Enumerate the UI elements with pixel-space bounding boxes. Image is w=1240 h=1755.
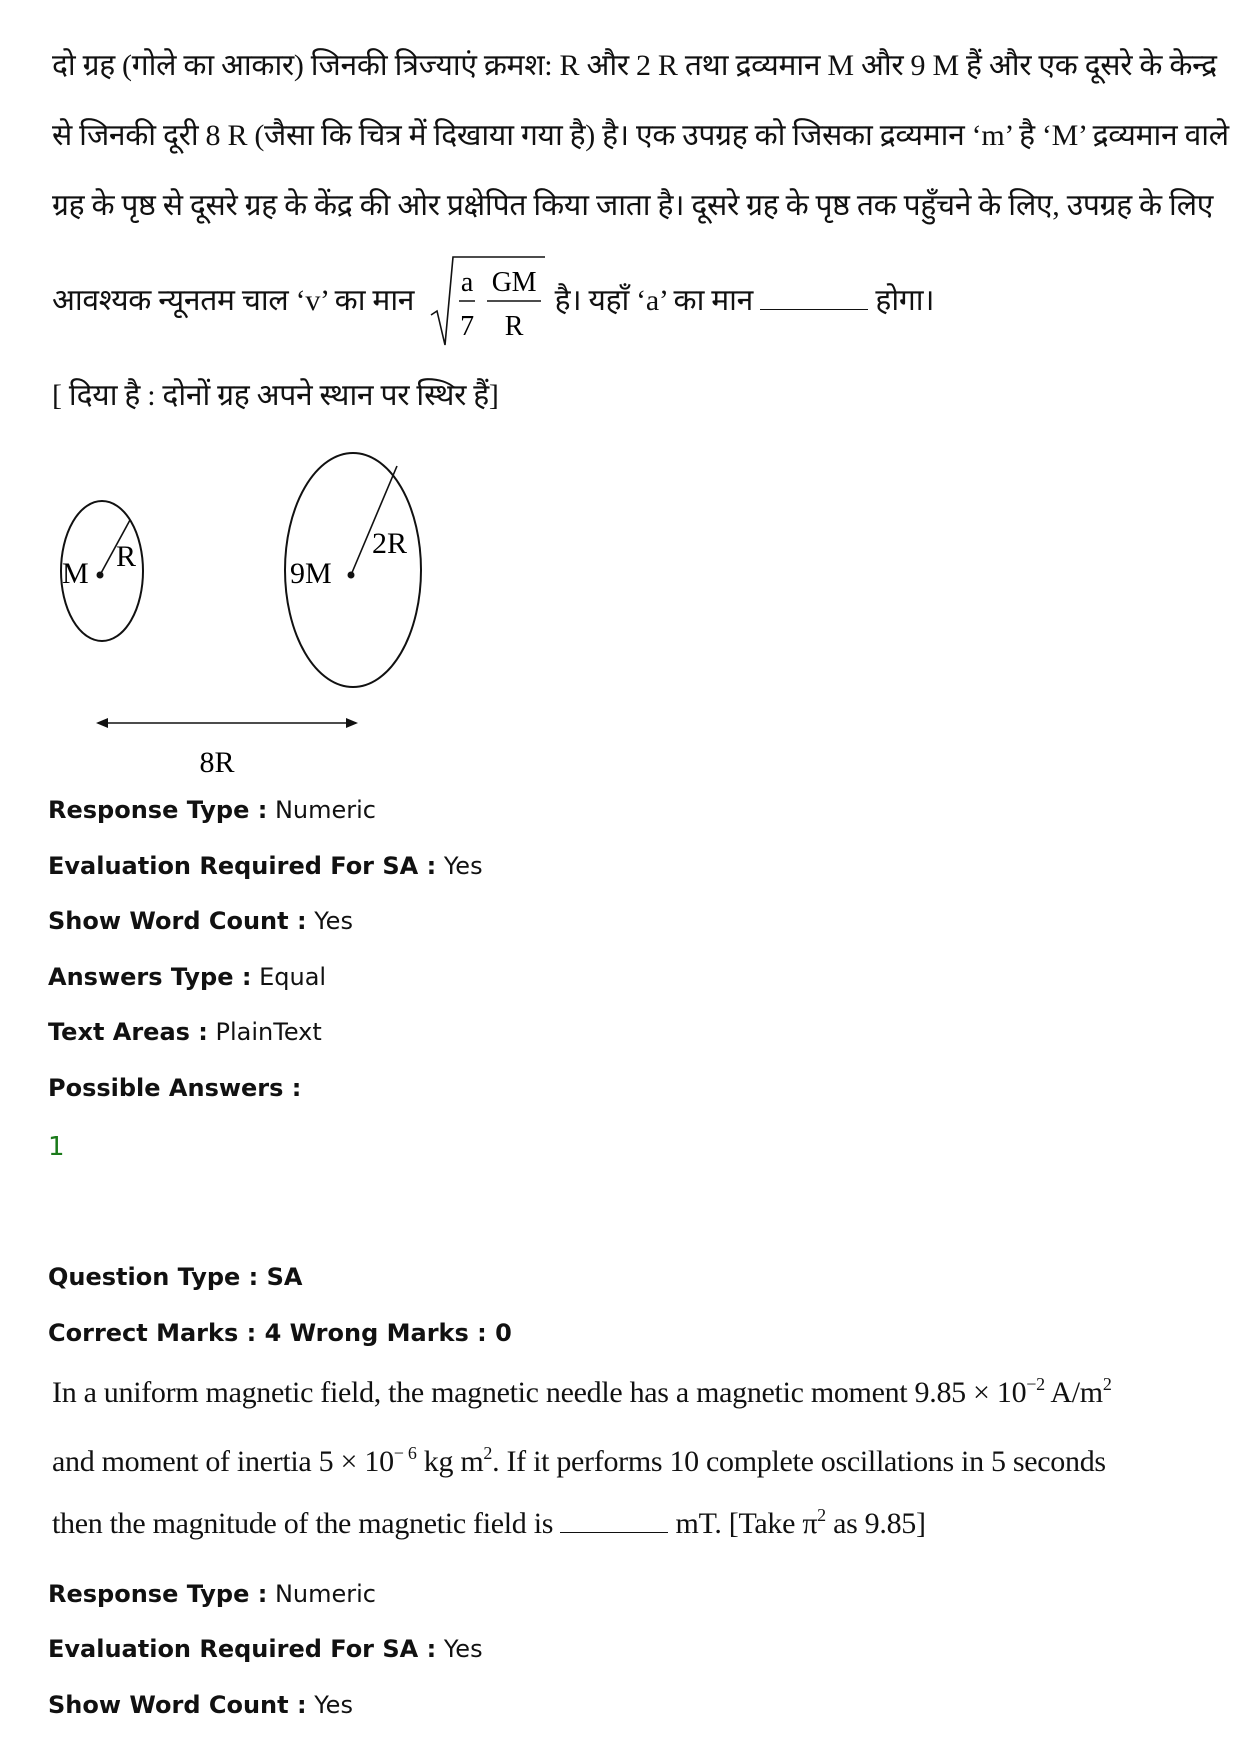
evaluation-value: Yes xyxy=(443,852,483,880)
sqrt-sign xyxy=(429,255,547,351)
word-count-row xyxy=(48,906,353,936)
distance-label: 8R xyxy=(199,746,235,779)
frac1-denominator: 7 xyxy=(460,311,475,342)
frac1-numerator: a xyxy=(461,267,474,298)
small-planet-mass-label: M xyxy=(62,557,89,590)
frac2-denominator: R xyxy=(505,311,524,342)
evaluation-row xyxy=(48,851,483,881)
q2-line-2 xyxy=(52,1444,1106,1480)
frac2-numerator: GM xyxy=(492,267,537,298)
answer-blank-2 xyxy=(560,1508,668,1533)
q2-line-1-exp2: 2 xyxy=(1102,1374,1112,1394)
evaluation-label-2: Evaluation Required For SA : xyxy=(48,1635,437,1663)
distance-arrow-right-head xyxy=(346,718,358,728)
answer-blank xyxy=(760,285,868,310)
text-areas-value: PlainText xyxy=(215,1018,322,1046)
q2-line-3-text: then the magnitude of the magnetic field is xyxy=(52,1507,554,1540)
question-type: Question Type : SA xyxy=(48,1263,303,1291)
word-count-row-2 xyxy=(48,1690,353,1720)
q1-line-4 xyxy=(52,255,934,351)
answers-type-value: Equal xyxy=(259,963,327,991)
distance-arrow-left-head xyxy=(96,718,108,728)
q2-line-3-post: mT. [Take π xyxy=(668,1507,818,1540)
q2-line-1-text: In a uniform magnetic field, the magnetic needle has a magnetic moment 9.85 × 10 xyxy=(52,1376,1027,1409)
q2-line-2-text: and moment of inertia 5 × 10 xyxy=(52,1445,394,1478)
q1-line-4-post: है। यहाँ ‘a’ का मान xyxy=(554,283,754,317)
q2-line-3-end: as 9.85] xyxy=(825,1507,926,1540)
q1-line-4-text: आवश्यक न्यूनतम चाल ‘v’ का मान xyxy=(52,283,415,317)
q2-line-3 xyxy=(52,1506,926,1542)
q1-line-3: ग्रह के पृष्ठ से दूसरे ग्रह के केंद्र की ओर प्रक्षेपित किया जाता है। दूसरे ग्रह के पृष्ठ तक पहुँचने के लिए, उपग्रह के लिए xyxy=(52,189,1214,222)
response-type-value: Numeric xyxy=(274,796,376,824)
response-type-value-2: Numeric xyxy=(274,1580,376,1608)
word-count-value: Yes xyxy=(314,907,353,935)
answers-type-row xyxy=(48,962,326,992)
q2-line-3-exp: 2 xyxy=(817,1505,826,1525)
evaluation-row-2 xyxy=(48,1634,483,1664)
q2-line-1-exp: −2 xyxy=(1026,1374,1045,1394)
text-areas-label: Text Areas : xyxy=(48,1018,208,1046)
word-count-value-2: Yes xyxy=(314,1691,353,1719)
q2-line-2-exp2: 2 xyxy=(483,1443,493,1463)
q2-line-1-unit: A/m xyxy=(1044,1376,1103,1409)
q2-line-2-post: . If it performs 10 complete oscillations in 5 seconds xyxy=(492,1445,1106,1478)
possible-answers-row xyxy=(48,1073,301,1103)
q1-line-4-end: होगा। xyxy=(875,283,935,317)
text-areas-row xyxy=(48,1017,322,1047)
q1-given: [ दिया है : दोनों ग्रह अपने स्थान पर स्थिर हैं] xyxy=(52,379,499,412)
q2-line-2-exp: − 6 xyxy=(393,1443,417,1463)
word-count-label-2: Show Word Count : xyxy=(48,1691,307,1719)
small-planet-radius-label: R xyxy=(116,540,137,573)
possible-answers-label: Possible Answers : xyxy=(48,1074,302,1102)
possible-answer-value: 1 xyxy=(48,1132,65,1162)
q1-line-2: से जिनकी दूरी 8 R (जैसा कि चित्र में दिखाया गया है) है। एक उपग्रह को जिसका द्रव्यमान ‘m’ है ‘M’ द्रव्यमान वाले xyxy=(52,119,1229,152)
q2-line-2-unit: kg m xyxy=(416,1445,484,1478)
evaluation-value-2: Yes xyxy=(443,1635,483,1663)
sqrt-expression xyxy=(429,255,547,351)
answers-type-label: Answers Type : xyxy=(48,963,252,991)
planets-diagram xyxy=(40,440,460,780)
big-planet-mass-label: 9M xyxy=(290,557,332,590)
response-type-label: Response Type : xyxy=(48,796,268,824)
big-planet-radius-label: 2R xyxy=(372,527,408,560)
q2-line-1 xyxy=(52,1375,1112,1411)
response-type-label-2: Response Type : xyxy=(48,1580,268,1608)
marks-row: Correct Marks : 4 Wrong Marks : 0 xyxy=(48,1319,512,1347)
response-type-row xyxy=(48,795,376,825)
response-type-row-2 xyxy=(48,1579,376,1609)
word-count-label: Show Word Count : xyxy=(48,907,307,935)
evaluation-label: Evaluation Required For SA : xyxy=(48,852,437,880)
q1-line-1: दो ग्रह (गोले का आकार) जिनकी त्रिज्याएं क्रमश: R और 2 R तथा द्रव्यमान M और 9 M हैं और एक दूसरे के केन्द्र xyxy=(52,49,1217,82)
